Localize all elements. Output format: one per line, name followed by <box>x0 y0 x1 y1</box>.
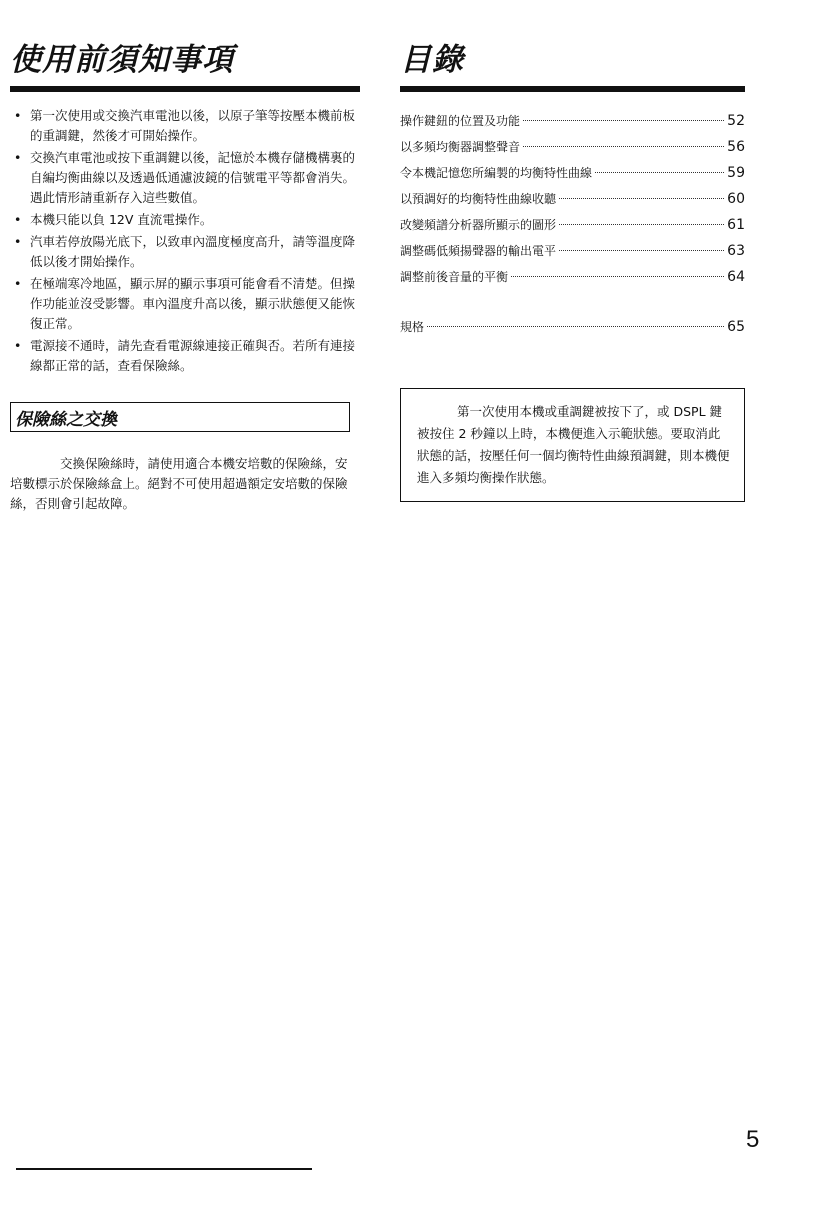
title-underline <box>10 86 360 92</box>
toc-entry[interactable] <box>400 212 745 238</box>
table-of-contents <box>400 108 745 340</box>
list-item: • 在極端寒冷地區，顯示屏的顯示事項可能會看不清楚。但操作功能並沒受影響。車內溫度升高以後，顯示狀態便又能恢復正常。 <box>14 276 356 331</box>
right-column <box>400 38 745 502</box>
toc-entry[interactable] <box>400 108 745 134</box>
toc-entry[interactable] <box>400 314 745 340</box>
toc-entry[interactable] <box>400 160 745 186</box>
demo-mode-notice: 第一次使用本機或重調鍵被按下了，或 DSPL 鍵被按住 2 秒鐘以上時，本機便進入示範狀態。要取消此狀態的話，按壓任何一個均衡特性曲線預調鍵，則本機便進入多頻均衡操作狀態。 <box>400 388 745 502</box>
toc-entry[interactable] <box>400 264 745 290</box>
leader-dots <box>427 326 724 327</box>
toc-entry-page: 64 <box>727 269 745 285</box>
precautions-list <box>10 106 360 376</box>
toc-entry-page: 56 <box>727 139 745 155</box>
leader-dots <box>523 120 724 121</box>
section-title-precautions: 使用前須知事項 <box>10 42 234 78</box>
list-item: • 第一次使用或交換汽車電池以後，以原子筆等按壓本機前板的重調鍵，然後才可開始操作。 <box>14 108 356 143</box>
leader-dots <box>559 224 724 225</box>
toc-entry-title: 以多頻均衡器調整聲音 <box>400 140 521 154</box>
toc-entry-title: 調整前後音量的平衡 <box>400 270 509 284</box>
section-title-contents: 目錄 <box>400 42 464 78</box>
leader-dots <box>559 250 724 251</box>
list-item: • 電源接不通時，請先查看電源線連接正確與否。若所有連接線都正常的話，查看保險絲。 <box>14 338 356 373</box>
toc-entry-page: 60 <box>727 191 745 207</box>
list-item: • 汽車若停放陽光底下，以致車內溫度極度高升，請等溫度降低以後才開始操作。 <box>14 234 356 269</box>
toc-entry-page: 65 <box>727 319 745 335</box>
list-item: • 交換汽車電池或按下重調鍵以後，記憶於本機存儲機構裏的自編均衡曲線以及透過低通濾波鏡的信號電平等都會消失。遇此情形請重新存入這些數值。 <box>14 150 356 205</box>
toc-entry-page: 61 <box>727 217 745 233</box>
list-item: • 本機只能以負 12V 直流電操作。 <box>10 210 360 230</box>
toc-entry-page: 59 <box>727 165 745 181</box>
footer-rule <box>16 1168 312 1170</box>
fuse-section-header <box>10 402 350 432</box>
toc-entry-title: 改變頻譜分析器所顯示的圖形 <box>400 218 557 232</box>
leader-dots <box>523 146 724 147</box>
toc-entry-title: 操作鍵鈕的位置及功能 <box>400 114 521 128</box>
toc-entry-title: 調整碼低頻揚聲器的輸出電平 <box>400 244 557 258</box>
bullet-icon: • <box>14 276 22 291</box>
bullet-icon: • <box>14 150 22 165</box>
fuse-section-title: 保險絲之交換 <box>15 409 117 430</box>
bullet-icon: • <box>14 212 22 227</box>
bullet-icon: • <box>14 338 22 353</box>
toc-entry-page: 52 <box>727 113 745 129</box>
page-number: 5 <box>746 1126 760 1153</box>
toc-entry-page: 63 <box>727 243 745 259</box>
toc-entry-title: 令本機記憶您所編製的均衡特性曲線 <box>400 166 593 180</box>
bullet-icon: • <box>14 234 22 249</box>
leader-dots <box>511 276 724 277</box>
toc-entry[interactable] <box>400 186 745 212</box>
bullet-icon: • <box>14 108 22 123</box>
toc-entry[interactable] <box>400 238 745 264</box>
fuse-paragraph: 交換保險絲時，請使用適合本機安培數的保險絲，安培數標示於保險絲盒上。絕對不可使用超過額定安培數的保險絲，否則會引起故障。 <box>10 456 348 511</box>
toc-entry[interactable] <box>400 134 745 160</box>
leader-dots <box>595 172 724 173</box>
toc-entry-title: 規格 <box>400 320 425 334</box>
title-underline <box>400 86 745 92</box>
toc-entry-title: 以預調好的均衡特性曲線收聽 <box>400 192 557 206</box>
left-column <box>10 38 360 527</box>
leader-dots <box>559 198 724 199</box>
